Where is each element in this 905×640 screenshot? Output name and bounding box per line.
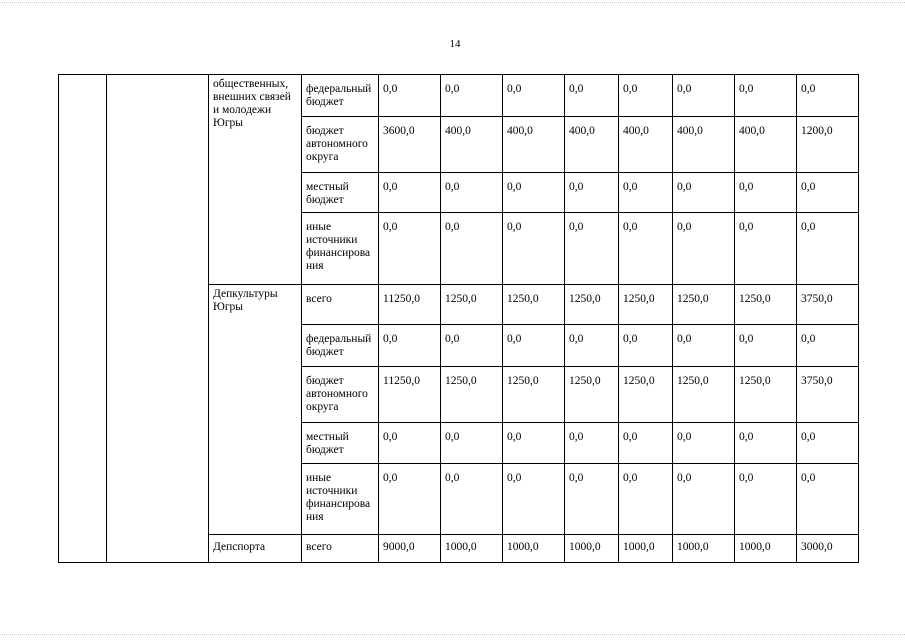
table-row xyxy=(59,75,859,117)
table-cell-value: 0,0 xyxy=(565,75,619,117)
table-cell-value: 0,0 xyxy=(565,173,619,213)
table-cell-value: 0,0 xyxy=(797,325,859,367)
table-cell-value: 0,0 xyxy=(619,173,673,213)
table-cell-value: 1200,0 xyxy=(797,117,859,173)
scan-edge-top xyxy=(0,2,905,4)
table-cell-value: 0,0 xyxy=(441,75,503,117)
table-cell-source: всего xyxy=(302,285,379,325)
table-cell-value: 1250,0 xyxy=(565,285,619,325)
table-cell-value: 0,0 xyxy=(379,213,441,285)
table-cell-source: бюджет автономного округа xyxy=(302,367,379,423)
table-cell-value: 0,0 xyxy=(503,325,565,367)
table-cell-value: 0,0 xyxy=(441,423,503,464)
table-cell-value: 3750,0 xyxy=(797,367,859,423)
table-cell-value: 9000,0 xyxy=(379,535,441,563)
table-cell-value: 0,0 xyxy=(441,213,503,285)
table-cell-value: 0,0 xyxy=(735,173,797,213)
table-cell-value: 1250,0 xyxy=(619,285,673,325)
table-cell-value: 1250,0 xyxy=(673,285,735,325)
table-cell-value: 0,0 xyxy=(379,464,441,535)
table-cell-source: всего xyxy=(302,535,379,563)
table-cell-value: 0,0 xyxy=(673,213,735,285)
table-cell-value: 1000,0 xyxy=(503,535,565,563)
table-cell-value: 0,0 xyxy=(735,75,797,117)
table-cell-value: 0,0 xyxy=(619,213,673,285)
table-cell-value: 1250,0 xyxy=(503,367,565,423)
table-cell-value: 0,0 xyxy=(503,173,565,213)
table-cell-value: 1250,0 xyxy=(673,367,735,423)
table-cell-value: 0,0 xyxy=(503,213,565,285)
table-cell-value: 1250,0 xyxy=(735,285,797,325)
table-cell-value: 0,0 xyxy=(797,423,859,464)
table-cell-value: 0,0 xyxy=(735,464,797,535)
scan-edge-bottom xyxy=(0,634,905,636)
table-cell-source: иные источники финансирования xyxy=(302,213,379,285)
table-cell-organization: Депкультуры Югры xyxy=(209,285,302,535)
table-cell-value: 0,0 xyxy=(441,325,503,367)
table-cell-value: 400,0 xyxy=(503,117,565,173)
table-cell-value: 0,0 xyxy=(503,464,565,535)
table-cell-value: 1000,0 xyxy=(673,535,735,563)
table-cell-program-name xyxy=(107,75,209,563)
table-cell-source: иные источники финансирования xyxy=(302,464,379,535)
table-cell-source: местный бюджет xyxy=(302,173,379,213)
table-cell-value: 0,0 xyxy=(735,325,797,367)
table-cell-value: 0,0 xyxy=(673,75,735,117)
table-cell-value: 11250,0 xyxy=(379,285,441,325)
table-cell-value: 0,0 xyxy=(379,325,441,367)
table-cell-value: 0,0 xyxy=(565,325,619,367)
table-cell-source: федеральный бюджет xyxy=(302,325,379,367)
table-cell-value: 0,0 xyxy=(619,423,673,464)
table-cell-value: 0,0 xyxy=(379,173,441,213)
table-cell-value: 0,0 xyxy=(735,423,797,464)
table-cell-value: 0,0 xyxy=(565,423,619,464)
table-cell-value: 0,0 xyxy=(441,173,503,213)
table-cell-value: 1250,0 xyxy=(441,367,503,423)
table-cell-value: 11250,0 xyxy=(379,367,441,423)
table-cell-value: 1250,0 xyxy=(441,285,503,325)
table-cell-value: 0,0 xyxy=(503,75,565,117)
table-cell-value: 0,0 xyxy=(673,464,735,535)
table-cell-program-number xyxy=(59,75,107,563)
table-cell-value: 0,0 xyxy=(797,213,859,285)
table-cell-organization: Депспорта xyxy=(209,535,302,563)
table-cell-value: 1250,0 xyxy=(735,367,797,423)
table-cell-value: 0,0 xyxy=(797,173,859,213)
table-cell-value: 0,0 xyxy=(619,75,673,117)
table-cell-value: 1250,0 xyxy=(503,285,565,325)
table-cell-value: 0,0 xyxy=(379,423,441,464)
table-cell-value: 0,0 xyxy=(673,423,735,464)
budget-table xyxy=(58,74,859,563)
table-cell-value: 0,0 xyxy=(673,325,735,367)
table-cell-value: 0,0 xyxy=(565,213,619,285)
table-cell-value: 1000,0 xyxy=(441,535,503,563)
table-cell-value: 400,0 xyxy=(619,117,673,173)
table-cell-value: 0,0 xyxy=(673,173,735,213)
table-cell-value: 0,0 xyxy=(441,464,503,535)
table-cell-value: 0,0 xyxy=(565,464,619,535)
table-cell-value: 1250,0 xyxy=(619,367,673,423)
table-cell-value: 400,0 xyxy=(441,117,503,173)
table-cell-value: 0,0 xyxy=(735,213,797,285)
table-cell-source: федеральный бюджет xyxy=(302,75,379,117)
table-cell-value: 400,0 xyxy=(735,117,797,173)
table-cell-value: 0,0 xyxy=(379,75,441,117)
table-cell-value: 1000,0 xyxy=(619,535,673,563)
page-number: 14 xyxy=(449,38,461,50)
table-cell-value: 1000,0 xyxy=(735,535,797,563)
table-cell-value: 1250,0 xyxy=(565,367,619,423)
table-cell-organization: общественных, внешних связей и молодежи Югры xyxy=(209,75,302,285)
table-cell-source: местный бюджет xyxy=(302,423,379,464)
table-cell-value: 3750,0 xyxy=(797,285,859,325)
table-cell-value: 3600,0 xyxy=(379,117,441,173)
table-cell-value: 3000,0 xyxy=(797,535,859,563)
table-cell-value: 0,0 xyxy=(619,464,673,535)
table-cell-value: 400,0 xyxy=(673,117,735,173)
table-cell-value: 1000,0 xyxy=(565,535,619,563)
table-cell-source: бюджет автономного округа xyxy=(302,117,379,173)
table-cell-value: 400,0 xyxy=(565,117,619,173)
table-cell-value: 0,0 xyxy=(503,423,565,464)
table-cell-value: 0,0 xyxy=(619,325,673,367)
table-cell-value: 0,0 xyxy=(797,464,859,535)
table-cell-value: 0,0 xyxy=(797,75,859,117)
